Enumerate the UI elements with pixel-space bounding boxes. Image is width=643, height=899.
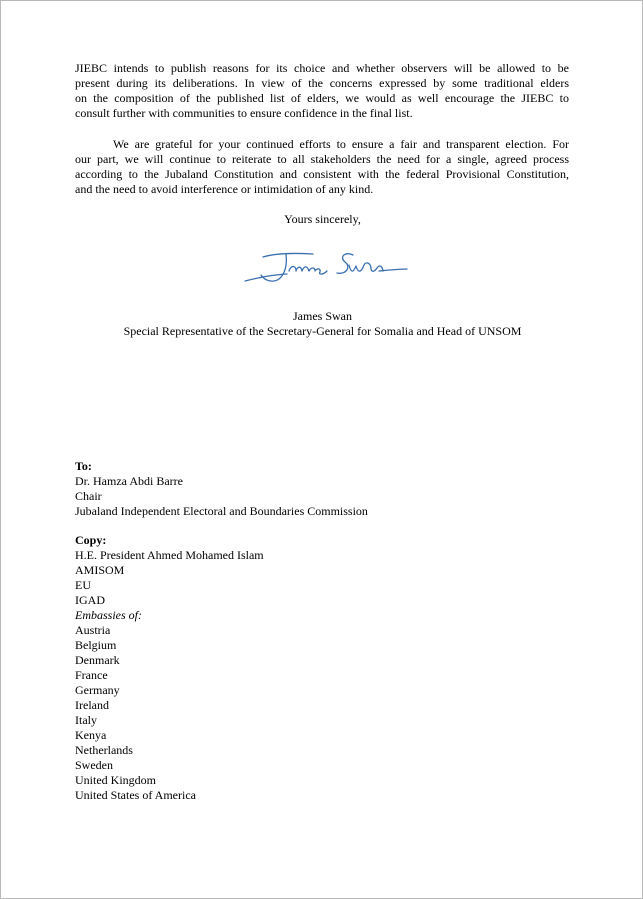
paragraph-line: according to the Jubaland Constitution and consistent with the federal Provisional Constitution, [75, 167, 569, 181]
embassy-item: Italy [75, 713, 97, 727]
embassy-item: Germany [75, 683, 120, 697]
embassy-item: United States of America [75, 788, 196, 802]
copy-block [75, 533, 264, 803]
copy-line: H.E. President Ahmed Mohamed Islam [75, 548, 264, 562]
copy-line: IGAD [75, 593, 105, 607]
embassy-item: Austria [75, 623, 111, 637]
to-heading: To: [75, 459, 92, 473]
recipient-line: Chair [75, 489, 102, 503]
recipient-block [75, 459, 368, 519]
signatory-title: Special Representative of the Secretary-General for Somalia and Head of UNSOM [123, 324, 522, 338]
copy-heading: Copy: [75, 533, 107, 547]
embassy-item: United Kingdom [75, 773, 156, 787]
paragraph-line: JIEBC intends to publish reasons for its choice and whether observers will be allowed to be [75, 61, 569, 75]
embassy-item: Belgium [75, 638, 117, 652]
paragraph-line: consult further with communities to ensure confidence in the final list. [75, 106, 413, 120]
handwritten-signature [241, 241, 411, 289]
closing: Yours sincerely, [284, 212, 361, 226]
copy-line: AMISOM [75, 563, 125, 577]
copy-line: EU [75, 578, 91, 592]
embassy-item: Ireland [75, 698, 109, 712]
paragraph-line: and the need to avoid interference or intimidation of any kind. [75, 182, 374, 196]
paragraph-line: our part, we will continue to reiterate to all stakeholders the need for a single, agreed process [75, 152, 569, 166]
embassy-item: Kenya [75, 728, 107, 742]
body-paragraph-1 [75, 61, 569, 121]
signatory-name: James Swan [293, 309, 352, 323]
recipient-line: Jubaland Independent Electoral and Boundaries Commission [75, 504, 368, 518]
embassy-item: Sweden [75, 758, 113, 772]
embassy-item: Netherlands [75, 743, 133, 757]
paragraph-line: We are grateful for your continued efforts to ensure a fair and transparent election. For [113, 137, 569, 151]
paragraph-line: present during its deliberations. In view of the concerns expressed by some traditional elders [75, 76, 569, 90]
body-paragraph-2 [75, 137, 569, 197]
paragraph-line: on the composition of the published list of elders, we would as well encourage the JIEBC to [75, 91, 569, 105]
recipient-line: Dr. Hamza Abdi Barre [75, 474, 183, 488]
embassy-item: Denmark [75, 653, 120, 667]
embassies-label: Embassies of: [75, 608, 142, 622]
embassy-item: France [75, 668, 108, 682]
